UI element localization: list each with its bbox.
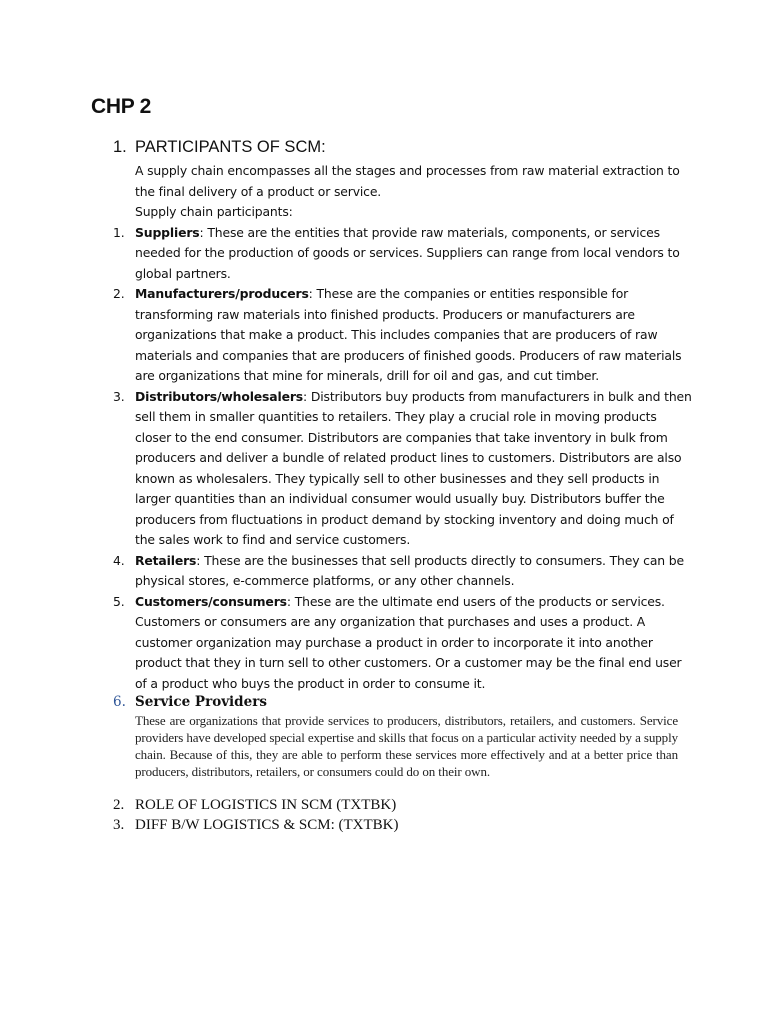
section-2-number: 2.	[113, 797, 125, 813]
section-3-title: DIFF B/W LOGISTICS & SCM: (TXTBK)	[135, 817, 399, 833]
intro-paragraph: A supply chain encompasses all the stages and processes from raw material extraction to the final delivery of a product or service.	[135, 163, 680, 199]
service-providers-heading	[113, 692, 267, 712]
list-item-term: Distributors/wholesalers	[135, 388, 304, 404]
section-3-heading	[113, 815, 399, 835]
section-1-body	[113, 161, 693, 694]
list-item-number: 3.	[113, 388, 125, 404]
list-item-suppliers	[113, 223, 693, 285]
list-item-retailers	[113, 551, 693, 592]
section-1-title: PARTICIPANTS OF SCM:	[135, 138, 326, 156]
list-item-number: 4.	[113, 552, 125, 568]
list-item-text: : These are the ultimate end users of the products or services. Customers or consumers are any organization that purchases and uses a product. A customer organization may purchase a product in order to incorporate it into another product that they in turn sell to other customers. Or a customer may be the final end user of a product who buys the product in order to consume it.	[135, 593, 682, 691]
section-3-number: 3.	[113, 817, 125, 833]
section-1-heading	[113, 136, 326, 158]
section-2-title: ROLE OF LOGISTICS IN SCM (TXTBK)	[135, 797, 397, 813]
list-item-distributors	[113, 387, 693, 551]
list-item-number: 2.	[113, 286, 125, 301]
list-item-term: Suppliers	[135, 224, 200, 240]
list-item-term: Customers/consumers	[135, 593, 287, 609]
section-2-heading	[113, 795, 396, 815]
list-item-customers	[113, 592, 693, 695]
section-1-number: 1.	[113, 138, 127, 156]
list-item-text: : Distributors buy products from manufacturers in bulk and then sell them in smaller quantities to retailers. They play a crucial role in moving products closer to the end consumer. Distributors are companies that take inventory in bulk from producers and deliver a bundle of related product lines to customers. Distributors are also known as wholesalers. They typically sell to other businesses and they sell products in larger quantities than an individual consumer would usually buy. Distributors buffer the producers from fluctuations in product demand by stocking inventory and doing much of the sales work to find and service customers.	[135, 388, 692, 547]
service-providers-title: Service Providers	[135, 694, 267, 710]
list-item-number: 1.	[113, 224, 125, 240]
list-item-term: Manufacturers/producers	[135, 286, 309, 301]
participants-label: Supply chain participants:	[135, 204, 293, 219]
list-item-text: : These are the entities that provide raw materials, components, or services needed for the production of goods or services. Suppliers can range from local vendors to global partners.	[135, 224, 680, 281]
page-title: CHP 2	[91, 95, 151, 118]
list-item-term: Retailers	[135, 552, 197, 568]
service-providers-number: 6.	[113, 694, 126, 710]
list-item-number: 5.	[113, 593, 125, 609]
list-item-text: : These are the companies or entities responsible for transforming raw materials into finished products. Producers or manufacturers are organizations that make a product. This includes companies that are producers of raw materials and companies that are producers of finished goods. Producers of raw materials are organizations that mine for minerals, drill for oil and gas, and cut timber.	[135, 286, 682, 383]
service-providers-paragraph: These are organizations that provide services to producers, distributors, retailers, and customers. Service providers have developed special expertise and skills that focus on a particular activity needed by a supply chain. Because of this, they are able to perform these services more effectively and at a better price than producers, distributors, retailers, or consumers could do on their own.	[135, 713, 678, 779]
list-item-manufacturers	[113, 284, 693, 387]
list-item-text: : These are the businesses that sell products directly to consumers. They can be physical stores, e-commerce platforms, or any other channels.	[135, 552, 684, 588]
